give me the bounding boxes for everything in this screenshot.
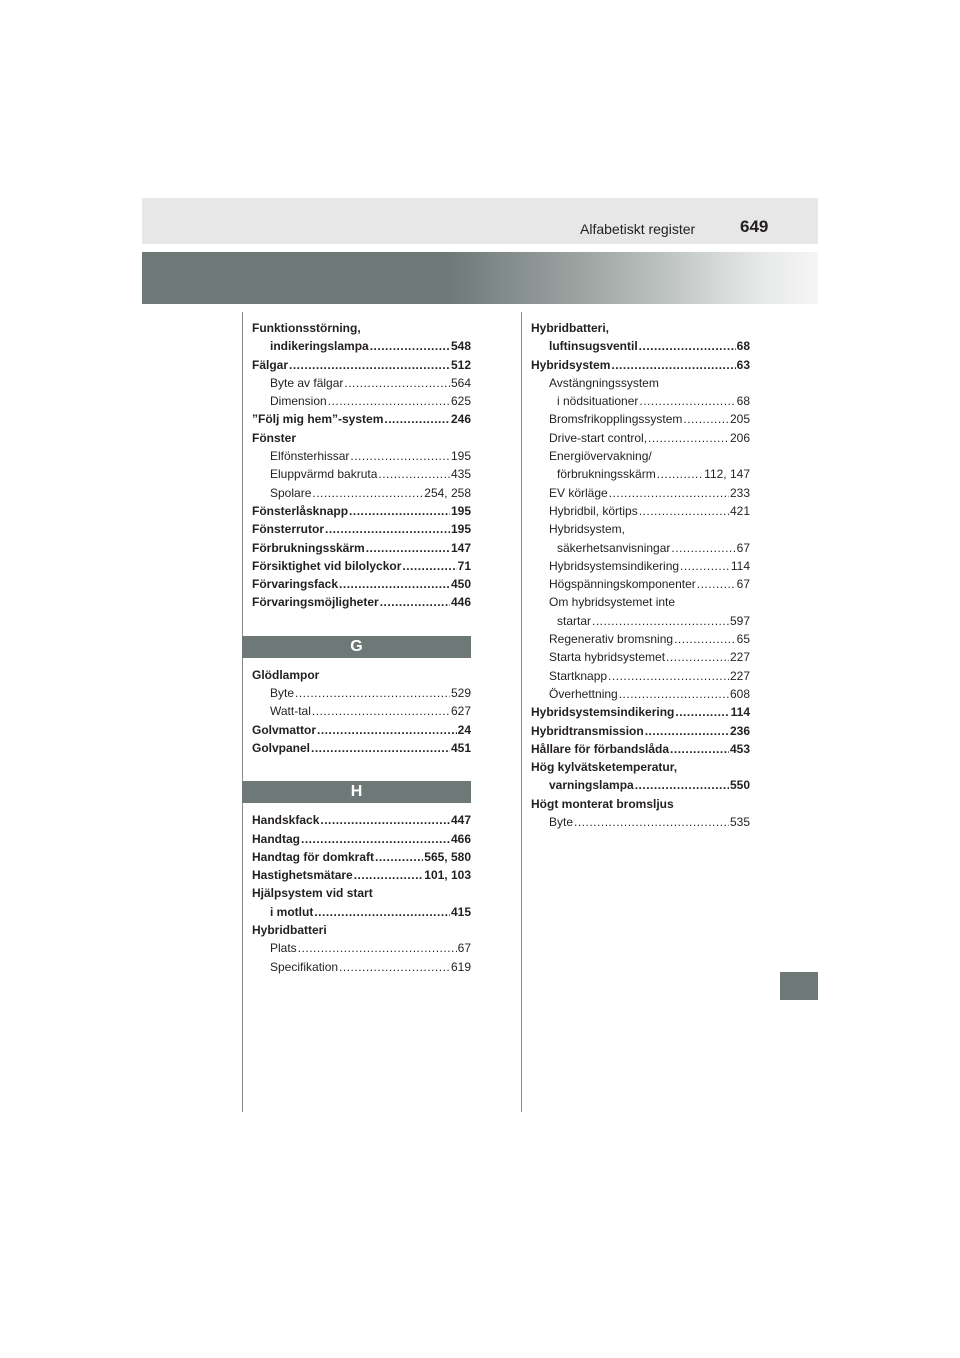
index-entry-pages[interactable]: 435 [450,467,471,482]
index-entry-label: indikeringslampa [270,339,369,354]
index-entry-label: i motlut [270,904,314,919]
dot-leader [675,703,729,721]
index-entry [531,667,750,685]
index-entry-pages[interactable]: 112, 147 [704,467,750,482]
dot-leader [349,502,450,520]
index-entry-label: EV körläge [549,485,608,500]
dot-leader [298,939,457,957]
page-number: 649 [740,217,769,236]
dot-leader [312,484,423,502]
index-entry [531,648,750,666]
index-entry [252,848,471,866]
index-entry-label: Golvpanel [252,740,311,755]
index-entry-pages[interactable]: 446 [450,595,471,610]
index-entry-label: Dimension [270,394,327,409]
index-entry [531,795,750,813]
dot-leader [639,502,729,520]
index-entry-label: Handtag [252,831,300,846]
index-entry [252,447,471,465]
index-entry-pages[interactable]: 597 [729,613,750,628]
index-entry-label: Elfönsterhissar [270,449,350,464]
index-entry-pages[interactable]: 254, 258 [424,485,471,500]
index-column-right [531,319,750,831]
index-entry [252,319,471,337]
index-entry-pages[interactable]: 421 [729,503,750,518]
index-entry [252,557,471,575]
index-entry-label: Hög kylvätsketemperatur, [531,760,678,775]
index-entry [531,685,750,703]
index-entry [252,429,471,447]
index-entry-pages[interactable]: 453 [729,741,750,756]
index-entry-label: Hybridsystem, [549,522,626,537]
index-entry-pages[interactable]: 529 [450,686,471,701]
index-entry [252,721,471,739]
index-entry-label: Spolare [270,485,312,500]
index-entry-label: Högspänningskomponenter [549,577,696,592]
dot-leader [648,429,729,447]
dot-leader [378,465,450,483]
index-entry [531,758,750,776]
index-entry-label: Hållare för förbandslåda [531,741,670,756]
index-entry-label: Hjälpsystem vid start [252,886,373,901]
index-entry [252,830,471,848]
index-entry-pages[interactable]: 114 [730,705,750,720]
index-entry-label: Fälgar [252,357,289,372]
index-entry-label: Hybridbatteri, [531,321,610,335]
index-entry [531,703,750,721]
index-entry-pages[interactable]: 195 [450,503,471,518]
index-entry [252,884,471,902]
index-entry-label: Starta hybridsystemet [549,650,666,665]
index-entry-pages[interactable]: 451 [450,740,471,755]
index-entry [252,502,471,520]
index-entry [252,392,471,410]
index-entry-label: Förbrukningsskärm [252,540,365,555]
index-entry-label: Regenerativ bromsning [549,632,674,647]
index-entry-label: Fönsterrutor [252,522,324,537]
index-entry [531,740,750,758]
index-entry [531,520,750,538]
dot-leader [657,465,703,483]
index-entry [531,776,750,794]
index-entry [252,921,471,939]
index-entry-pages[interactable]: 65 [736,632,750,647]
index-entry-label: Watt-tal [270,704,311,719]
index-entry-pages[interactable]: 466 [450,831,471,846]
index-entry [252,702,471,720]
decorative-gradient-band [142,252,818,304]
index-entry [252,958,471,976]
index-entry-pages[interactable]: 195 [450,449,471,464]
index-entry-label: Byte av fälgar [270,375,344,390]
index-entry-label: ”Följ mig hem”-system [252,412,384,427]
dot-leader [311,739,450,757]
index-entry [252,811,471,829]
index-entry-label: Högt monterat bromsljus [531,796,674,811]
index-entry-label: Hybridbil, körtips [549,503,638,518]
index-entry-label: säkerhetsanvisningar [557,540,671,555]
index-entry-pages[interactable]: 236 [729,723,750,738]
section-title: Alfabetiskt register [580,221,696,237]
dot-leader [645,722,729,740]
index-entry-pages[interactable]: 24 [457,722,471,737]
dot-leader [619,685,729,703]
index-entry-label: Hastighetsmätare [252,868,353,883]
dot-leader [683,410,729,428]
index-entry-label: Drive-start control, [549,430,648,445]
chapter-tab [780,972,818,1000]
dot-leader [402,557,456,575]
index-entry-pages[interactable]: 68 [736,339,750,354]
header-band [142,198,818,244]
index-entry-label: Plats [270,941,297,956]
index-entry-label: Glödlampor [252,667,320,682]
index-entry [252,593,471,611]
dot-leader [366,539,450,557]
dot-leader [680,557,730,575]
index-entry [531,356,750,374]
index-entry-pages[interactable]: 67 [736,540,750,555]
dot-leader [354,866,424,884]
index-entry-pages[interactable]: 450 [450,577,471,592]
index-entry-label: Handskfack [252,813,320,828]
index-entry-pages[interactable]: 114 [730,558,750,573]
index-entry-label: Förvaringsmöjligheter [252,595,379,610]
index-entry-label: Specifikation [270,959,339,974]
right-column-rule [521,312,522,1112]
dot-leader [671,539,735,557]
dot-leader [670,740,729,758]
index-block-h-continued [531,319,750,831]
index-entry-label: Överhettning [549,686,618,701]
index-entry-pages[interactable]: 512 [450,357,471,372]
dot-leader [609,484,729,502]
index-entry [531,429,750,447]
left-column-rule [242,312,243,1112]
index-entry-label: Bromsfrikopplingssystem [549,412,683,427]
index-entry-label: Funktionsstörning, [252,321,361,335]
index-entry-pages[interactable]: 227 [729,650,750,665]
index-block-h [252,811,471,976]
index-entry-label: Fönster [252,430,297,445]
index-entry-pages[interactable]: 625 [450,394,471,409]
index-entry [531,410,750,428]
dot-leader [339,958,450,976]
dot-leader [344,374,450,392]
dot-leader [325,520,450,538]
index-entry [252,539,471,557]
index-entry-label: Hybridbatteri [252,923,327,938]
index-entry-pages[interactable]: 227 [729,668,750,683]
index-entry-label: Byte [549,815,574,830]
index-entry [531,593,750,611]
index-entry [531,502,750,520]
dot-leader [697,575,736,593]
index-entry-label: Startknapp [549,668,608,683]
index-entry [531,630,750,648]
index-entry-label: startar [557,613,592,628]
dot-leader [339,575,450,593]
index-entry [252,666,471,684]
index-entry [531,575,750,593]
index-entry-pages[interactable]: 548 [450,339,471,354]
index-entry-pages[interactable]: 147 [450,540,471,555]
index-entry [252,575,471,593]
index-entry [252,903,471,921]
index-entry-label: Hybridsystemsindikering [549,558,680,573]
index-entry [531,337,750,355]
index-entry-pages[interactable]: 565, 580 [424,849,471,864]
index-entry [531,612,750,630]
index-entry [252,684,471,702]
index-entry [252,739,471,757]
letter-heading-h: H [242,781,471,803]
dot-leader [608,667,729,685]
dot-leader [384,410,450,428]
index-entry [252,374,471,392]
dot-leader [639,337,736,355]
dot-leader [639,392,735,410]
index-entry-label: Golvmattor [252,722,317,737]
index-entry [531,813,750,831]
index-entry-label: Förvaringsfack [252,577,339,592]
index-entry [252,939,471,957]
index-column-left [252,319,471,976]
index-entry [252,356,471,374]
index-entry-pages[interactable]: 206 [729,430,750,445]
index-entry-pages[interactable]: 415 [450,904,471,919]
index-entry [252,520,471,538]
index-entry-label: Avstängningssystem [549,375,659,390]
index-entry-label: i nödsituationer [557,394,639,409]
dot-leader [611,356,735,374]
index-entry-pages[interactable]: 233 [729,485,750,500]
index-entry-label: Fönsterlåsknapp [252,503,349,518]
index-entry [531,722,750,740]
index-entry-label: Försiktighet vid bilolyckor [252,558,402,573]
dot-leader [328,392,450,410]
index-entry-pages[interactable]: 63 [736,357,750,372]
index-entry-label: Hybridtransmission [531,723,644,738]
index-entry [531,392,750,410]
dot-leader [380,593,450,611]
index-entry-pages[interactable]: 71 [457,558,471,573]
dot-leader [592,612,729,630]
index-entry-label: Byte [270,686,295,701]
index-block-g [252,666,471,757]
index-entry-label: Hybridsystem [531,357,611,372]
index-entry-pages[interactable]: 619 [450,959,471,974]
index-entry-pages[interactable]: 447 [450,813,471,828]
index-entry-pages[interactable]: 67 [457,941,471,956]
index-entry [252,410,471,428]
index-entry-label: Eluppvärmd bakruta [270,467,378,482]
index-entry [531,539,750,557]
dot-leader [350,447,450,465]
index-entry-pages[interactable]: 564 [450,375,471,390]
index-entry-label: Hybridsystemsindikering [531,705,675,720]
index-entry [531,557,750,575]
dot-leader [312,702,450,720]
index-entry-label: Handtag för domkraft [252,849,375,864]
index-entry [252,484,471,502]
index-entry [252,337,471,355]
index-entry-pages[interactable]: 550 [729,778,750,793]
index-entry-label: Om hybridsystemet inte [549,595,676,610]
dot-leader [375,848,423,866]
index-entry [252,465,471,483]
dot-leader [301,830,450,848]
dot-leader [574,813,729,831]
index-entry-pages[interactable]: 627 [450,704,471,719]
index-entry-pages[interactable]: 68 [736,394,750,409]
index-entry-pages[interactable]: 246 [450,412,471,427]
index-entry-label: luftinsugsventil [549,339,638,354]
index-entry [531,374,750,392]
letter-heading-g: G [242,636,471,658]
dot-leader [289,356,450,374]
index-entry-label: förbrukningsskärm [557,467,656,482]
index-entry [531,465,750,483]
dot-leader [666,648,729,666]
index-entry-pages[interactable]: 535 [729,815,750,830]
index-block-f [252,319,471,612]
index-entry [531,484,750,502]
index-entry-pages[interactable]: 67 [736,577,750,592]
index-entry-label: Energiövervakning/ [549,449,652,464]
index-entry [252,866,471,884]
dot-leader [635,776,729,794]
index-entry [531,447,750,465]
dot-leader [370,337,450,355]
index-entry-pages[interactable]: 101, 103 [424,868,471,883]
dot-leader [674,630,736,648]
index-entry-pages[interactable]: 608 [729,686,750,701]
index-entry-label: varningslampa [549,778,634,793]
dot-leader [320,811,450,829]
dot-leader [317,721,457,739]
index-entry-pages[interactable]: 195 [450,522,471,537]
index-entry-pages[interactable]: 205 [729,412,750,427]
dot-leader [314,903,450,921]
dot-leader [295,684,450,702]
index-entry [531,319,750,337]
